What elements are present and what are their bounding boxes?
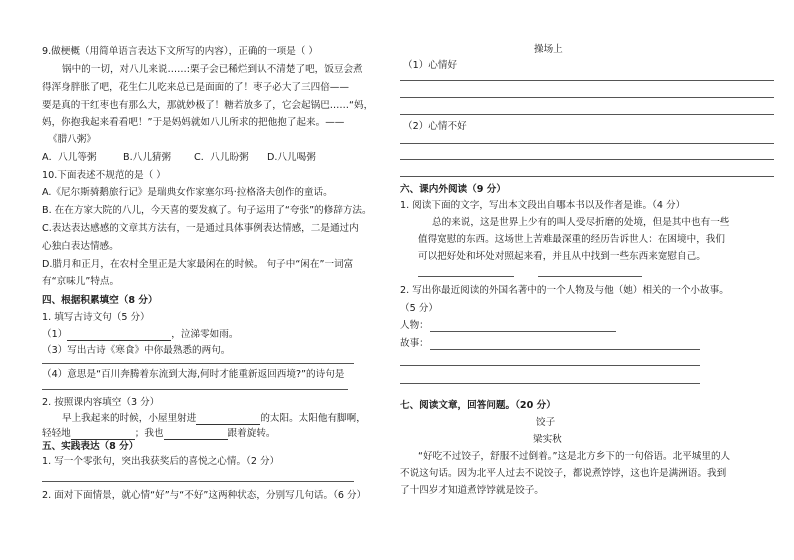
s4-q1: 1. 填写古诗文句（5 分） xyxy=(42,312,150,323)
q10-option-c-cont: 心独白表达情感。 xyxy=(42,241,119,252)
person-blank[interactable] xyxy=(430,331,616,332)
q9-option-b: B.八儿猜粥 xyxy=(123,152,172,163)
s5-q2: 2. 面对下面情景，就心情“好”与“不好”这两种状态，分别写几句话。（6 分） xyxy=(42,490,367,501)
answer-blank[interactable] xyxy=(164,429,228,440)
s6-passage-line-2: 值得宽慰的东西。这场世上苦难最深重的经历告诉世人：在困境中，我们 xyxy=(418,234,725,245)
answer-blank[interactable] xyxy=(71,429,135,440)
s7-passage-line-1: “好吃不过饺子，舒服不过倒着。”这是北方乡下的一句俗语。北平城里的人 xyxy=(418,451,731,462)
q9-option-c: C．八儿盼粥 xyxy=(194,152,249,163)
q9-passage-line-2: 得浑身胖胀了吧，花生仁儿吃来总已是面面的了！枣子必大了三四倍—— xyxy=(42,82,349,93)
s6-passage-line-3: 可以把好处和坏处对照起来看，并且从中找到一些东西来宽慰自己。 xyxy=(418,251,706,262)
q9-stem: 9.做梗概（用简单语言表达下文所写的内容），正确的一项是（ ） xyxy=(42,46,319,57)
book-title-blank[interactable] xyxy=(418,276,514,277)
s4-q2-text: 早上我起来的时候，小屋里射进 xyxy=(62,413,197,424)
scene-heading: 操场上 xyxy=(534,44,563,55)
answer-blank[interactable] xyxy=(196,414,260,425)
section-4-title: 四、根据积累填空（8 分） xyxy=(42,295,158,306)
article-title: 饺子 xyxy=(536,417,556,428)
s4-q2-text: 的太阳。太阳他有脚啊， xyxy=(260,413,366,424)
s4-q2-line-2 xyxy=(42,428,276,440)
q9-passage-line-3: 要是真的干红枣也有那么大，那就妙极了！糖若放多了，它会起锅巴……“妈， xyxy=(42,100,374,111)
answer-line[interactable] xyxy=(42,389,348,390)
s6-q2-score: （5 分） xyxy=(400,303,438,314)
s4-q2-text: ；我也 xyxy=(134,428,164,439)
q9-passage-line-4: 妈，你抱我起来看看吧！”于是妈妈就如八儿所求的把他抱了起来。—— xyxy=(42,117,345,128)
answer-line[interactable] xyxy=(42,363,354,364)
q10-option-b: B. 在在方家大院的八儿，今天喜的要发疯了。句子运用了“夸张”的修辞方法。 xyxy=(42,205,372,216)
s4-q2-text: 跟着旋转。 xyxy=(227,428,276,439)
section-6-title: 六、课内外阅读（9 分） xyxy=(400,184,506,195)
s4-q2-text: 轻轻地 xyxy=(42,428,71,439)
s5-q1: 1. 写一个零张句，突出我获奖后的喜悦之心情。（2 分） xyxy=(42,456,280,467)
answer-line[interactable] xyxy=(430,349,700,350)
author-blank[interactable] xyxy=(538,276,642,277)
s6-passage-line-1: 总的来说，这是世界上少有的叫人受尽折磨的处境，但是其中也有一些 xyxy=(432,217,730,228)
answer-line[interactable] xyxy=(400,143,774,144)
s7-passage-line-2: 不说这句话。因为北平人过去不说饺子，都说煮饽饽，这也许是满洲语。我到 xyxy=(400,468,727,479)
s4-q1-item-1-text: ，泣涕零如雨。 xyxy=(171,329,239,340)
mood-bad-label: （2）心情不好 xyxy=(403,121,467,132)
answer-blank[interactable] xyxy=(67,330,171,341)
person-label: 人物： xyxy=(400,320,429,331)
answer-line[interactable] xyxy=(400,383,700,384)
answer-line[interactable] xyxy=(400,365,700,366)
q10-option-d-cont: 有“京味儿”特点。 xyxy=(42,276,120,287)
q9-option-d: D.八儿喝粥 xyxy=(267,152,316,163)
s6-q1: 1. 阅读下面的文字，写出本文段出自哪本书以及作者是谁。（4 分） xyxy=(400,200,686,211)
q9-passage-line-1: 锅中的一切，对八儿来说……:栗子会已稀烂到认不清楚了吧，饭豆会煮 xyxy=(62,64,363,75)
q10-option-a: A.《尼尔斯骑鹅旅行记》是瑞典女作家塞尔玛·拉格洛夫创作的童话。 xyxy=(42,187,333,198)
answer-line[interactable] xyxy=(400,80,774,81)
answer-line[interactable] xyxy=(400,176,774,177)
answer-line[interactable] xyxy=(400,159,774,160)
s4-q1-item-4: （4）意思是“百川奔腾着东流到大海,何时才能重新返回西境?”的诗句是 xyxy=(42,369,345,380)
s4-q1-item-3: （3）写出古诗《寒食》中你最熟悉的两句。 xyxy=(42,345,231,356)
story-label: 故事： xyxy=(400,338,429,349)
mood-good-label: （1）心情好 xyxy=(403,60,458,71)
s4-q2-line-1 xyxy=(62,413,366,425)
s4-q1-item-1-number: （1） xyxy=(42,329,68,340)
section-7-title: 七、阅读文章，回答问题。（20 分） xyxy=(400,400,556,411)
s7-passage-line-3: 了十四岁才知道煮饽饽就是饺子。 xyxy=(400,485,544,496)
q9-passage-source: 《腊八粥》 xyxy=(48,134,96,145)
s4-q1-item-1 xyxy=(42,329,238,341)
q10-option-c: C.表达表达感感的文章其方法有，一是通过具体事例表达情感，二是通过内 xyxy=(42,223,359,234)
s4-q2: 2. 按照课内容填空（3 分） xyxy=(42,397,160,408)
q9-option-a: A．八儿等粥 xyxy=(42,152,97,163)
s6-q2: 2. 写出你最近阅读的外国名著中的一个人物及与他（她）相关的一个小故事。 xyxy=(400,285,729,296)
answer-line[interactable] xyxy=(42,481,354,482)
answer-line[interactable] xyxy=(400,97,774,98)
section-5-title: 五、实践表达（8 分） xyxy=(42,441,139,452)
answer-line[interactable] xyxy=(400,114,774,115)
q10-stem: 10.下面表述不规范的是（ ） xyxy=(42,170,166,181)
article-author: 梁实秋 xyxy=(533,434,562,445)
q10-option-d: D.腊月和正月，在农村全里正是大家最闲在的时候。 句子中“闲在”一词富 xyxy=(42,259,354,270)
